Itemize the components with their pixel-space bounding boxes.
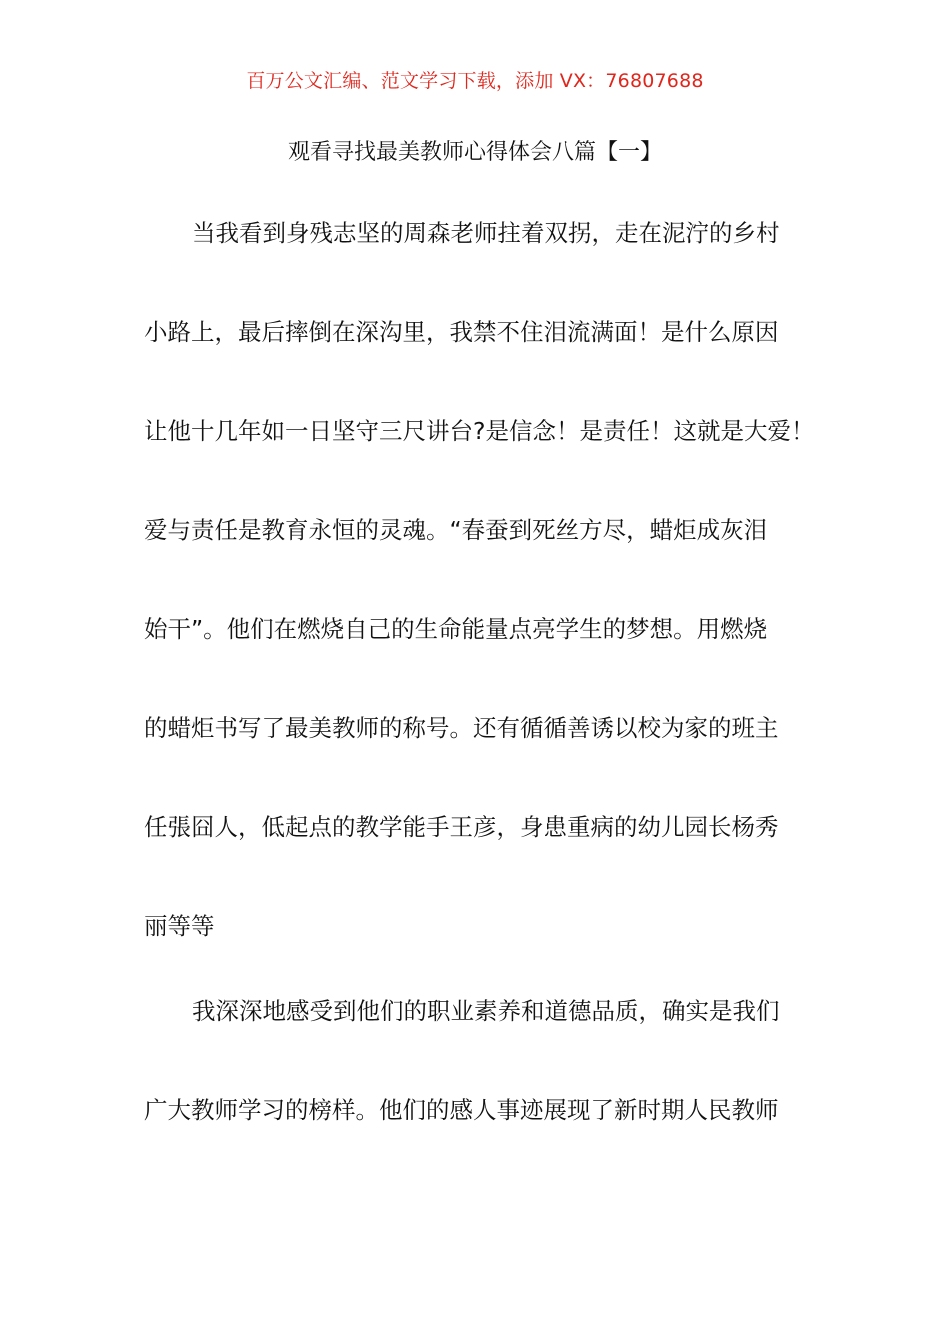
paragraph-line: 的蜡炬书写了最美教师的称号。还有循循善诱以校为家的班主: [144, 714, 779, 742]
paragraph-line: 让他十几年如一日坚守三尺讲台?是信念！是责任！这就是大爱！: [144, 417, 815, 445]
paragraph-line: 我深深地感受到他们的职业素养和道德品质，确实是我们: [192, 997, 780, 1025]
paragraph-line: 始干”。他们在燃烧自己的生命能量点亮学生的梦想。用燃烧: [144, 615, 768, 643]
paragraph-line: 当我看到身残志坚的周森老师拄着双拐，走在泥泞的乡村: [192, 219, 780, 247]
header-note: 百万公文汇编、范文学习下载，添加 VX：76807688: [246, 70, 704, 92]
page-title: 观看寻找最美教师心得体会八篇【一】: [287, 140, 662, 165]
paragraph-line: 广大教师学习的榜样。他们的感人事迹展现了新时期人民教师: [144, 1096, 779, 1124]
paragraph-line: 小路上，最后摔倒在深沟里，我禁不住泪流满面！是什么原因: [144, 318, 779, 346]
paragraph-line: 爱与责任是教育永恒的灵魂。“春蚕到死丝方尽，蜡炬成灰泪: [144, 516, 768, 544]
paragraph-line: 任張囧人，低起点的教学能手王彦，身患重病的幼儿园长杨秀: [144, 813, 779, 841]
paragraph-line: 丽等等: [144, 912, 215, 940]
